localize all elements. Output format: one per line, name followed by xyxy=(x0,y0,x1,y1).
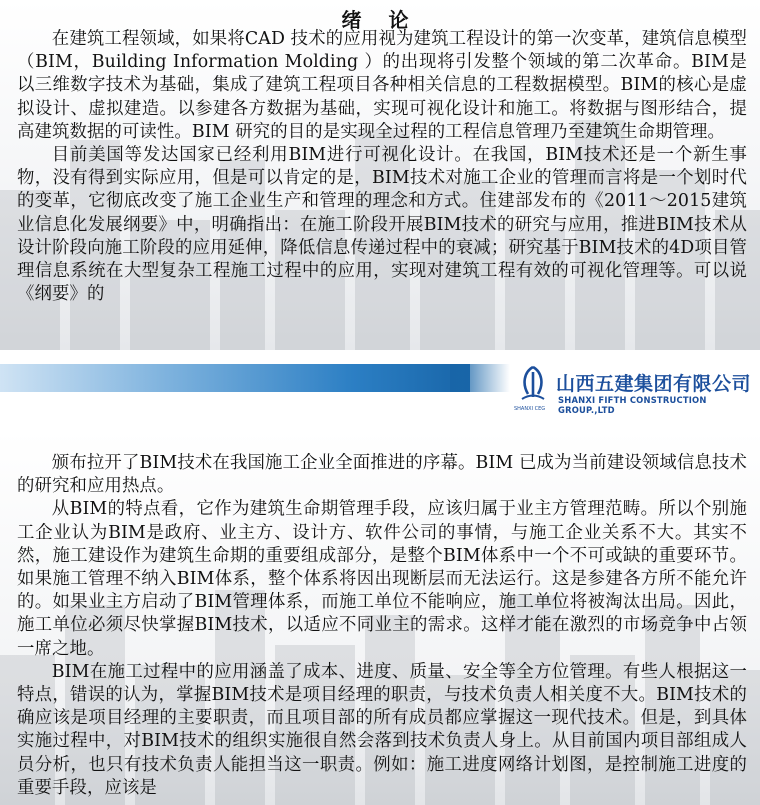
paragraph: 颁布拉开了BIM技术在我国施工企业全面推进的序幕。BIM 已成为当前建设领域信息技术的研究和应用热点。 xyxy=(17,453,747,497)
paragraph: 目前美国等发达国家已经利用BIM进行可视化设计。在我国，BIM技术还是一个新生事物，没有得到实际应用，但是可以肯定的是，BIM技术对施工企业的管理而言将是一个划时代的变革，它彻底改变了施工企业生产和管理的理念和方式。住建部发布的《2011～2015建筑业信息化发展纲要》中，明确指出：在施工阶段开展BIM技术的研究与应用，推进BIM技术从设计阶段向施工阶段的应用延伸，降低信息传递过程中的衰减；研究基于BIM技术的4D项目管理信息系统在大型复杂工程施工过程中的应用，实现对建筑工程有效的可视化管理等。可以说《纲要》的 xyxy=(17,145,747,305)
logo-caption: SHANXI CEG xyxy=(514,406,546,412)
company-name-english: SHANXI FIFTH CONSTRUCTION GROUP.,LTD xyxy=(558,395,707,415)
paragraph: 从BIM的特点看，它作为建筑生命期管理手段，应该归属于业主方管理范畴。所以个别施工企业认为BIM是政府、业主方、设计方、软件公司的事情，与施工企业关系不大。其实不然，施工建设作为建筑生命期的重要组成部分，是整个BIM体系中一个不可或缺的重要环节。如果施工管理不纳入BIM体系，整个体系将因出现断层而无法运行。这是参建各方所不能允许的。如果业主方启动了BIM管理体系，而施工单位不能响应，施工单位将被淘汰出局。因此，施工单位必须尽快掌握BIM技术，以适应不同业主的需求。这样才能在激烈的市场竞争中占领一席之地。 xyxy=(17,499,747,659)
body-text-page-2 xyxy=(17,452,747,800)
company-banner xyxy=(0,350,760,430)
paragraph: 在建筑工程领域，如果将CAD 技术的应用视为建筑工程设计的第一次变革，建筑信息模型（BIM，Building Information Molding ）的出现将引发整个领域的第二次革命。BIM是以三维数字技术为基础，集成了建筑工程项目各种相关信息的工程数据模型。BIM的核心是虚拟设计、虚拟建造。以参建各方数据为基础，实现可视化设计和施工。将数据与图形结合，提高建筑数据的可读性。BIM 研究的目的是实现全过程的工程信息管理乃至建筑生命期管理。 xyxy=(17,29,747,142)
slide-page-1 xyxy=(0,0,760,350)
page-title: 绪 论 xyxy=(341,8,419,32)
company-name: 山西五建集团有限公司 xyxy=(556,373,752,395)
body-text-page-1 xyxy=(17,28,747,306)
slide-page-2 xyxy=(0,430,760,805)
paragraph: BIM在施工过程中的应用涵盖了成本、进度、质量、安全等全方位管理。有些人根据这一特点，错误的认为，掌握BIM技术是项目经理的职责，与技术负责人相关度不大。BIM技术的确应该是项目经理的主要职责，而且项目部的所有成员都应掌握这一现代技术。但是，到具体实施过程中，对BIM技术的组织实施很自然会落到技术负责人身上。从目前国内项目部组成人员分析，也只有技术负责人能担当这一职责。例如：施工进度网络计划图，是控制施工进度的重要手段，应该是 xyxy=(17,661,747,798)
banner-stripe xyxy=(0,364,470,392)
company-logo-icon xyxy=(516,364,550,404)
